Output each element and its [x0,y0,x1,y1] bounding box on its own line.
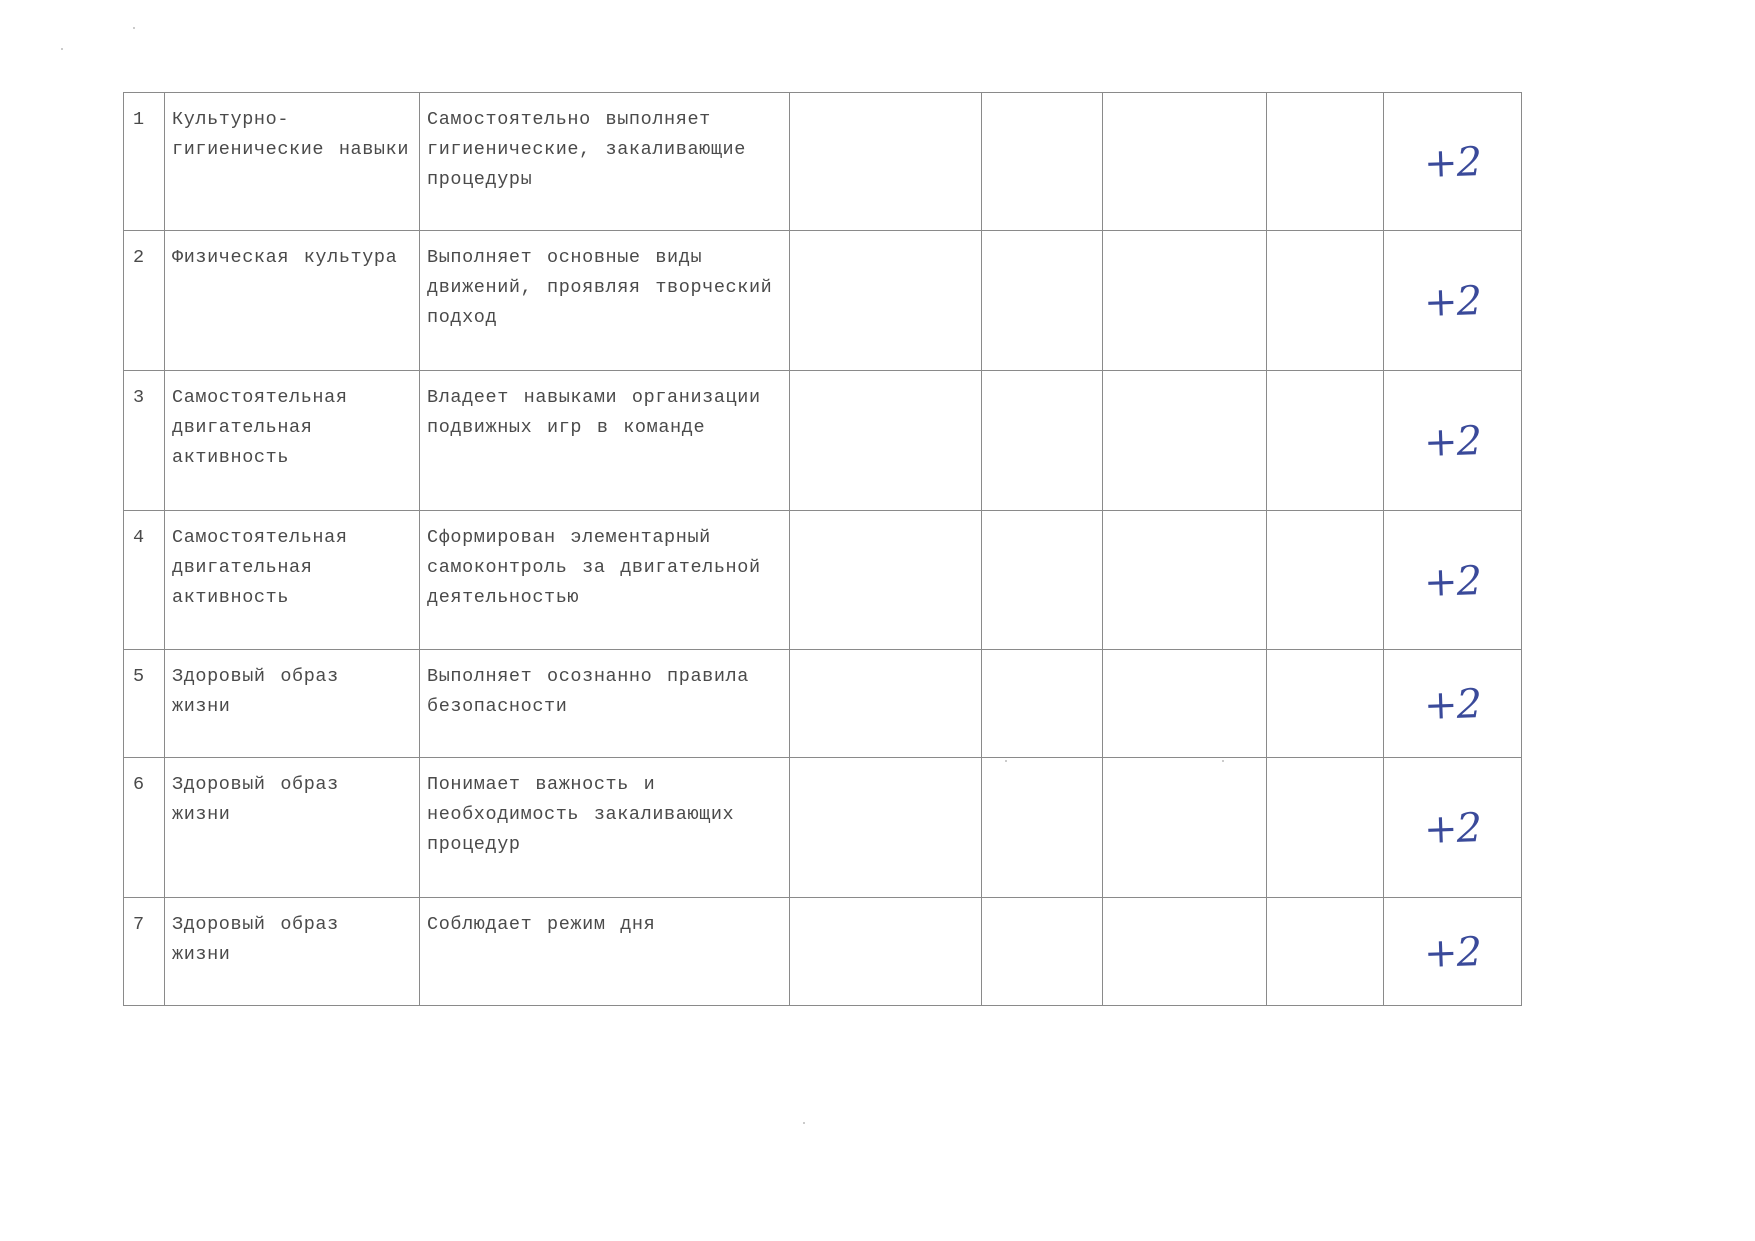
row-number: 7 [124,898,165,1006]
table-row [124,231,1522,371]
area-cell: Здоровый образ жизни [165,650,420,758]
scan-speck [1005,760,1007,762]
evaluation-table [123,92,1522,1006]
handwritten-mark: +2 [1423,278,1482,326]
empty-cell [790,650,982,758]
empty-cell [790,231,982,371]
table-row [124,758,1522,898]
handwritten-mark: +2 [1423,681,1482,729]
description-cell: Сформирован элементарный самоконтроль за двигательной деятельностью [420,511,790,650]
row-number: 6 [124,758,165,898]
mark-cell [1384,93,1522,231]
handwritten-mark: +2 [1423,557,1482,606]
mark-cell [1384,231,1522,371]
empty-cell [982,371,1103,511]
description-cell: Соблюдает режим дня [420,898,790,1006]
empty-cell [1103,650,1267,758]
area-cell: Физическая культура [165,231,420,371]
empty-cell [982,511,1103,650]
mark-cell [1384,371,1522,511]
empty-cell [1103,898,1267,1006]
description-cell: Владеет навыками организации подвижных игр в команде [420,371,790,511]
empty-cell [790,511,982,650]
row-number: 2 [124,231,165,371]
empty-cell [1267,511,1384,650]
area-cell: Здоровый образ жизни [165,898,420,1006]
table-row [124,93,1522,231]
empty-cell [1267,93,1384,231]
scan-speck [133,27,135,29]
row-number: 5 [124,650,165,758]
area-cell: Здоровый образ жизни [165,758,420,898]
empty-cell [982,231,1103,371]
empty-cell [1103,231,1267,371]
empty-cell [982,650,1103,758]
area-cell: Самостоятельная двигательная активность [165,371,420,511]
scan-speck [803,1122,805,1124]
table-row [124,371,1522,511]
mark-cell [1384,650,1522,758]
empty-cell [790,93,982,231]
scan-speck [1222,760,1224,762]
table-row [124,511,1522,650]
empty-cell [1267,898,1384,1006]
mark-cell [1384,898,1522,1006]
empty-cell [1267,650,1384,758]
mark-cell [1384,758,1522,898]
row-number: 1 [124,93,165,231]
table-row [124,650,1522,758]
row-number: 4 [124,511,165,650]
empty-cell [790,898,982,1006]
scan-speck [61,48,63,50]
empty-cell [982,93,1103,231]
handwritten-mark: +2 [1423,929,1482,977]
description-cell: Самостоятельно выполняет гигиенические, закаливающие процедуры [420,93,790,231]
description-cell: Понимает важность и необходимость закаливающих процедур [420,758,790,898]
empty-cell [790,758,982,898]
handwritten-mark: +2 [1423,139,1482,187]
empty-cell [1267,371,1384,511]
empty-cell [1103,371,1267,511]
description-cell: Выполняет основные виды движений, проявляя творческий подход [420,231,790,371]
empty-cell [1267,231,1384,371]
table-row [124,898,1522,1006]
empty-cell [790,371,982,511]
empty-cell [1267,758,1384,898]
description-cell: Выполняет осознанно правила безопасности [420,650,790,758]
empty-cell [982,898,1103,1006]
mark-cell [1384,511,1522,650]
empty-cell [982,758,1103,898]
row-number: 3 [124,371,165,511]
empty-cell [1103,511,1267,650]
handwritten-mark: +2 [1423,418,1482,466]
empty-cell [1103,758,1267,898]
area-cell: Самостоятельная двигательная активность [165,511,420,650]
area-cell: Культурно-гигиенические навыки [165,93,420,231]
handwritten-mark: +2 [1423,805,1482,853]
empty-cell [1103,93,1267,231]
